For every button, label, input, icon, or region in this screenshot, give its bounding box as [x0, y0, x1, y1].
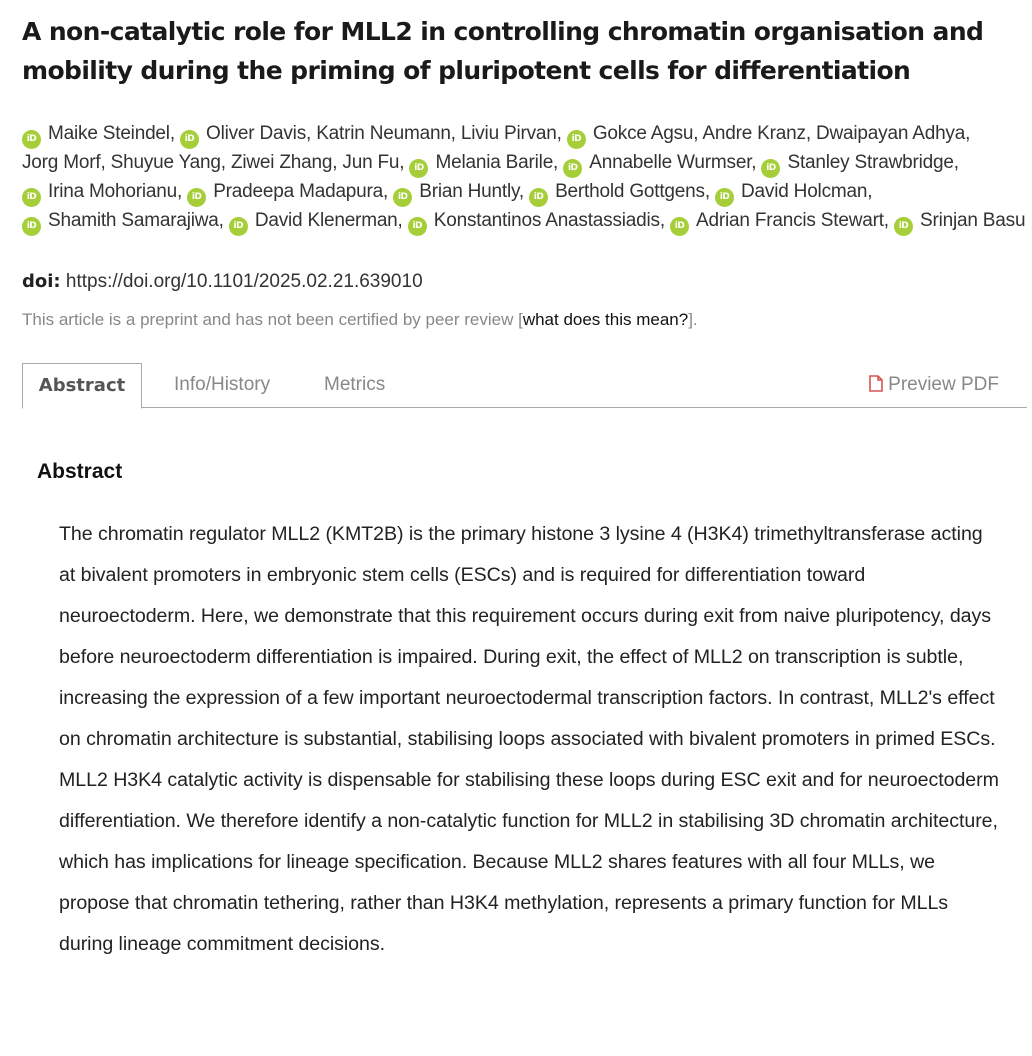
author-name: Annabelle Wurmser,: [589, 152, 757, 173]
abstract-text: The chromatin regulator MLL2 (KMT2B) is the primary histone 3 lysine 4 (H3K4) trimethyltransferase acting at bivalent promoters in embryonic stem cells (ESCs) and is required for differentiation toward neuroectoderm. Here, we demonstrate that this requirement occurs during exit from naive pluripotency, days before neuroectoderm differentiation is impaired. During exit, the effect of MLL2 on transcription is subtle, increasing the expression of a few important neuroectodermal transcription factors. In contrast, MLL2's effect on chromatin architecture is substantial, stabilising loops associated with bivalent promoters in primed ESCs. MLL2 H3K4 catalytic activity is dispensable for stabilising these loops during ESC exit and for neuroectoderm differentiation. We therefore identify a non-catalytic function for MLL2 in stabilising 3D chromatin architecture, which has implications for lineage specification. Because MLL2 shares features with all four MLLs, we propose that chromatin tethering, rather than H3K4 methylation, represents a primary function for MLLs during lineage commitment decisions.: [59, 523, 999, 955]
author[interactable]: [670, 210, 889, 231]
preview-pdf-button[interactable]: [869, 363, 999, 407]
author[interactable]: [409, 152, 558, 173]
author-name: Stanley Strawbridge,: [787, 152, 959, 173]
author-name: Konstantinos Anastassiadis,: [433, 210, 665, 231]
preprint-notice-text: This article is a preprint and has not been certified by peer review [: [22, 310, 523, 329]
author[interactable]: [563, 152, 756, 173]
author[interactable]: [22, 181, 182, 202]
author[interactable]: [461, 123, 562, 144]
author[interactable]: [22, 123, 175, 144]
article-title: A non-catalytic role for MLL2 in controlling chromatin organisation and mobility during the priming of pluripotent cells for differentiation: [22, 17, 984, 85]
author-name: Dwaipayan Adhya,: [816, 123, 971, 144]
author-name: David Holcman,: [741, 181, 873, 202]
author[interactable]: [22, 152, 106, 173]
author-name: Irina Mohorianu,: [48, 181, 183, 202]
author-name: Jorg Morf,: [22, 152, 106, 173]
author-name: Melania Barile,: [435, 152, 559, 173]
tab-metrics[interactable]: Metrics: [324, 374, 386, 395]
author[interactable]: [22, 210, 224, 231]
orcid-icon[interactable]: iD: [22, 130, 41, 149]
doi-line: [22, 268, 423, 296]
doi-link[interactable]: https://doi.org/10.1101/2025.02.21.639010: [65, 271, 423, 292]
orcid-icon[interactable]: iD: [229, 217, 248, 236]
author-name: David Klenerman,: [254, 210, 403, 231]
author-name: Shuyue Yang,: [110, 152, 226, 173]
orcid-icon[interactable]: iD: [563, 159, 582, 178]
author[interactable]: [702, 123, 811, 144]
orcid-icon[interactable]: iD: [22, 188, 41, 207]
author-list: [22, 120, 1027, 236]
author[interactable]: [393, 181, 524, 202]
tab-abstract[interactable]: Abstract: [22, 363, 142, 409]
author-name: Pradeepa Madapura,: [213, 181, 389, 202]
orcid-icon[interactable]: iD: [529, 188, 548, 207]
author[interactable]: [715, 181, 872, 202]
article-tabs: [22, 363, 1027, 408]
author[interactable]: [187, 181, 388, 202]
author[interactable]: [180, 123, 311, 144]
preview-pdf-label: Preview PDF: [888, 374, 999, 395]
preprint-notice-end: ].: [688, 310, 698, 329]
orcid-icon[interactable]: iD: [761, 159, 780, 178]
author-name: Ziwei Zhang,: [230, 152, 338, 173]
orcid-icon[interactable]: iD: [894, 217, 913, 236]
author[interactable]: [816, 123, 970, 144]
author[interactable]: [567, 123, 699, 144]
doi-label: doi:: [22, 271, 61, 292]
orcid-icon[interactable]: iD: [393, 188, 412, 207]
abstract-heading: Abstract: [37, 460, 123, 483]
author-name: Katrin Neumann,: [316, 123, 456, 144]
author[interactable]: [229, 210, 403, 231]
orcid-icon[interactable]: iD: [180, 130, 199, 149]
orcid-icon[interactable]: iD: [187, 188, 206, 207]
author[interactable]: [111, 152, 226, 173]
author[interactable]: [316, 123, 456, 144]
what-does-this-mean-link[interactable]: what does this mean?: [522, 310, 689, 329]
author-name: Adrian Francis Stewart,: [696, 210, 889, 231]
author-name: Srinjan Basu: [919, 210, 1026, 231]
author-name: Jun Fu,: [342, 152, 405, 173]
orcid-icon[interactable]: iD: [408, 217, 427, 236]
tab-info-history[interactable]: Info/History: [174, 374, 271, 395]
author-name: Brian Huntly,: [419, 181, 524, 202]
author[interactable]: [529, 181, 710, 202]
orcid-icon[interactable]: iD: [715, 188, 734, 207]
author-name: Oliver Davis,: [206, 123, 312, 144]
orcid-icon[interactable]: iD: [409, 159, 428, 178]
author-name: Berthold Gottgens,: [555, 181, 710, 202]
pdf-file-icon: [869, 375, 883, 392]
author-name: Andre Kranz,: [702, 123, 811, 144]
orcid-icon[interactable]: iD: [567, 130, 586, 149]
author[interactable]: [342, 152, 404, 173]
author-name: Shamith Samarajiwa,: [48, 210, 224, 231]
author[interactable]: [231, 152, 337, 173]
author-name: Gokce Agsu,: [592, 123, 699, 144]
author[interactable]: [761, 152, 958, 173]
author-name: Maike Steindel,: [48, 123, 175, 144]
author[interactable]: [894, 210, 1025, 231]
orcid-icon[interactable]: iD: [670, 217, 689, 236]
orcid-icon[interactable]: iD: [22, 217, 41, 236]
author-name: Liviu Pirvan,: [460, 123, 562, 144]
author[interactable]: [408, 210, 665, 231]
preprint-notice: [22, 307, 698, 333]
